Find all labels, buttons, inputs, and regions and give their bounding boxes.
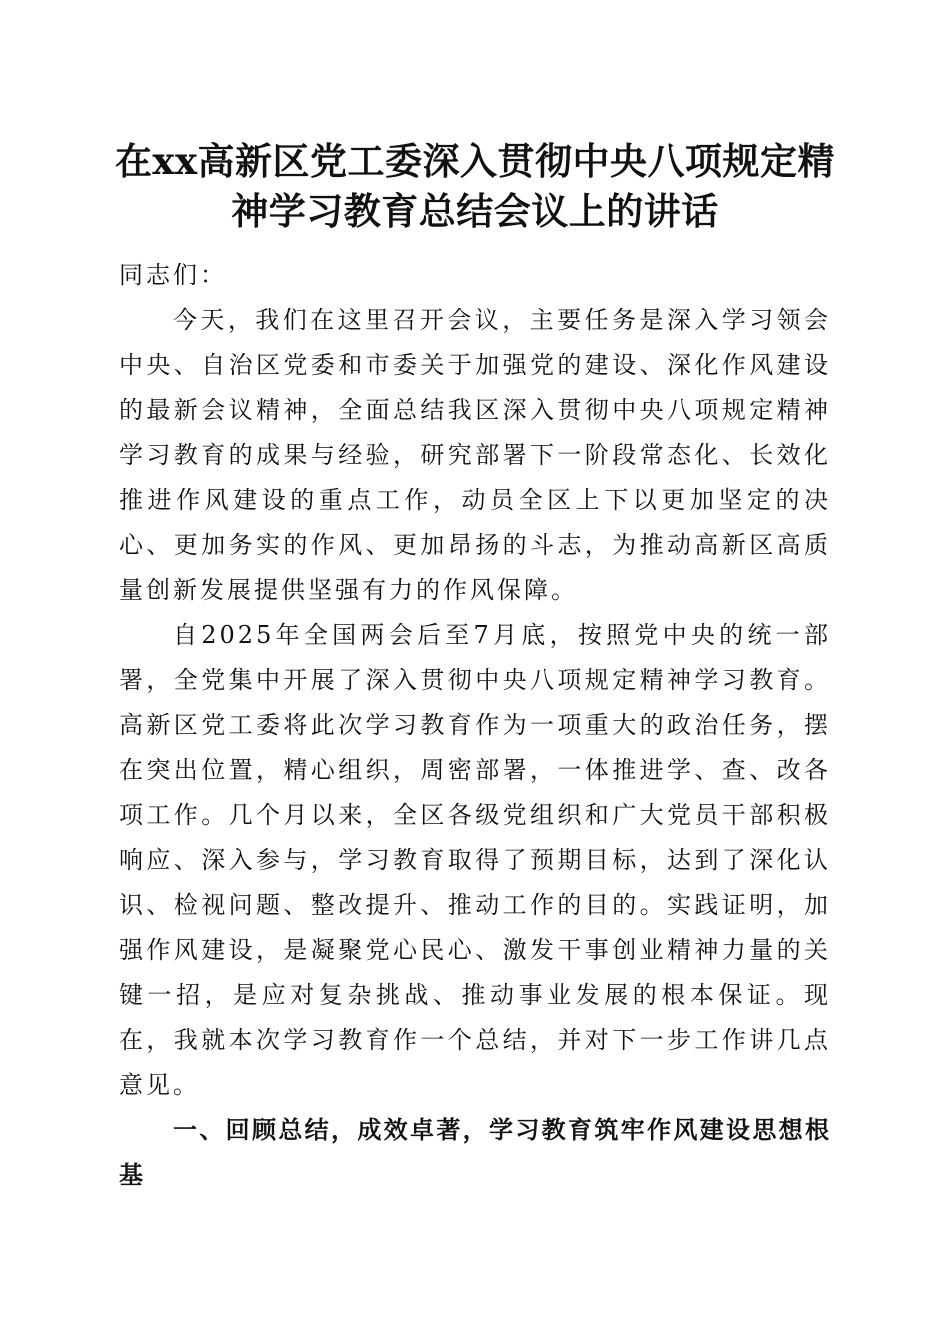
paragraph-1: 今天，我们在这里召开会议，主要任务是深入学习领会中央、自治区党委和市委关于加强党的建设、深化作风建设的最新会议精神，全面总结我区深入贯彻中央八项规定精神学习教育的成果与经验，研究部署下一阶段常态化、长效化推进作风建设的重点工作，动员全区上下以更加坚定的决心、更加务实的作风、更加昂扬的斗志，为推动高新区高质量创新发展提供坚强有力的作风保障。 [119, 306, 831, 604]
salutation: 同志们： [119, 261, 227, 289]
document-title [100, 136, 850, 236]
section-heading-1: 一、回顾总结，成效卓著，学习教育筑牢作风建设思想根基 [119, 1116, 831, 1189]
document-body [119, 253, 831, 1198]
title-line-2: 神学习教育总结会议上的讲话 [231, 189, 719, 233]
title-line-1: 在xx高新区党工委深入贯彻中央八项规定精 [114, 139, 836, 183]
paragraph-2: 自2025年全国两会后至7月底，按照党中央的统一部署，全党集中开展了深入贯彻中央八项规定精神学习教育。高新区党工委将此次学习教育作为一项重大的政治任务，摆在突出位置，精心组织，周密部署，一体推进学、查、改各项工作。几个月以来，全区各级党组织和广大党员干部积极响应、深入参与，学习教育取得了预期目标，达到了深化认识、检视问题、整改提升、推动工作的目的。实践证明，加强作风建设，是凝聚党心民心、激发干事创业精神力量的关键一招，是应对复杂挑战、推动事业发展的根本保证。现在，我就本次学习教育作一个总结，并对下一步工作讲几点意见。 [119, 621, 831, 1099]
